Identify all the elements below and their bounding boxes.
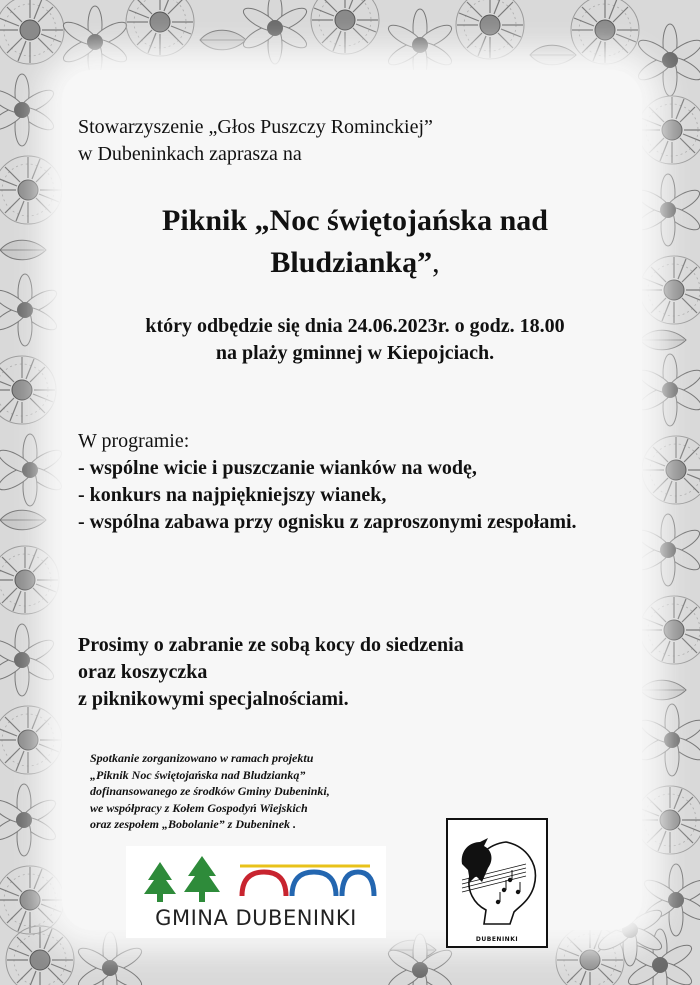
- request-line: Prosimy o zabranie ze sobą kocy do siedzenia: [78, 634, 464, 656]
- date-line: który odbędzie się dnia 24.06.2023r. o godz. 18.00: [145, 315, 565, 337]
- bobolanie-band-logo: [446, 818, 548, 948]
- organizer-block: [78, 114, 433, 168]
- funding-note-line: Spotkanie zorganizowano w ramach projektu: [90, 751, 314, 765]
- request-line: z piknikowymi specjalnościami.: [78, 688, 349, 710]
- event-date-location: [60, 313, 650, 367]
- location-line: na plaży gminnej w Kiepojciach.: [215, 342, 495, 364]
- funding-note-line: we współpracy z Kołem Gospodyń Wiejskich: [90, 800, 308, 815]
- title-comma: ,: [432, 246, 440, 279]
- program-list: [78, 455, 638, 536]
- funding-note-line: oraz zespołem „Bobolanie” z Dubeninek .: [90, 817, 297, 831]
- program-heading: W programie:: [78, 430, 190, 452]
- band-logo-name: DUBENINKI: [475, 936, 519, 943]
- gmina-dubeninki-logo: [126, 846, 386, 938]
- gmina-name: GMINA DUBENINKI: [155, 906, 357, 930]
- organizer-line: w Dubeninkach zaprasza na: [78, 143, 302, 165]
- program-item: - wspólne wicie i puszczanie wianków na wodę,: [78, 457, 477, 479]
- funding-note-line: dofinansowanego ze środków Gminy Dubeninki,: [90, 784, 330, 798]
- request-line: oraz koszyczka: [78, 661, 208, 683]
- title-line: Piknik „Noc świętojańska nad: [162, 204, 548, 237]
- arch-icon: [242, 872, 374, 896]
- crow-icon: [448, 820, 546, 932]
- tree-icon: [144, 856, 220, 902]
- funding-note: [90, 750, 410, 833]
- gmina-logo-graphic: [126, 846, 386, 906]
- funding-note-line: „Piknik Noc świętojańska nad Bludzianką”: [90, 767, 306, 782]
- program-item: - konkurs na najpiękniejszy wianek,: [78, 484, 387, 506]
- request-block: [78, 632, 638, 713]
- organizer-line: Stowarzyszenie „Głos Puszczy Rominckiej”: [78, 116, 433, 138]
- music-note-icon: [496, 870, 520, 904]
- event-title: [60, 200, 650, 284]
- title-line: Bludzianką”,: [270, 246, 440, 279]
- program-item: - wspólna zabawa przy ognisku z zaproszonymi zespołami.: [78, 511, 577, 533]
